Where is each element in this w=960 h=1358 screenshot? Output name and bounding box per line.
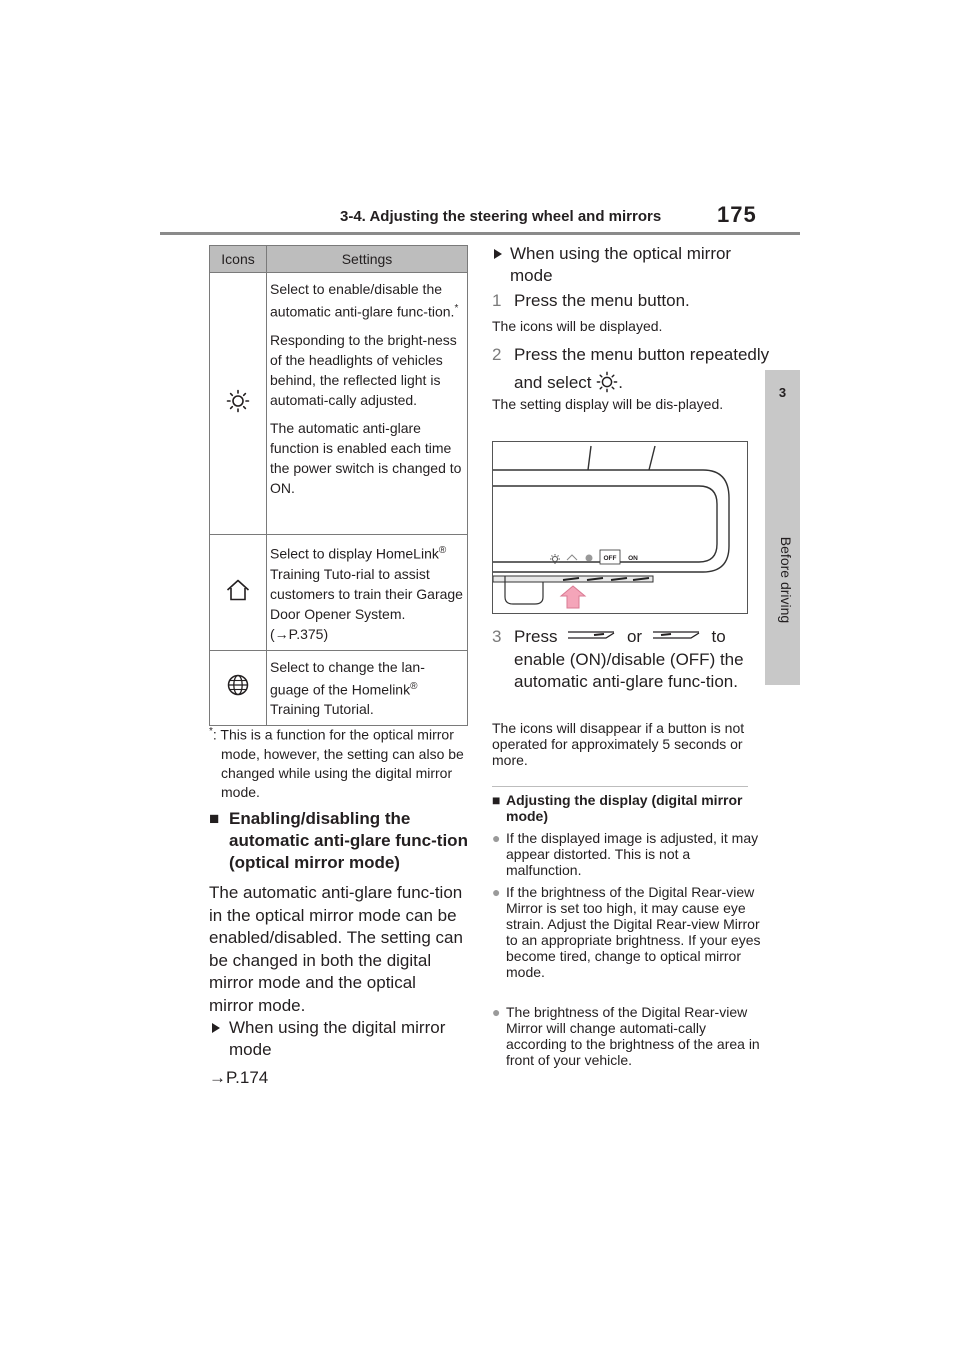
circle-bullet-icon: ● [492,1004,501,1020]
page-ref-link[interactable]: P.375 [288,625,324,642]
page-ref-arrow-icon: → [209,1068,226,1087]
illus-on-label: ON [628,555,638,562]
step-3-note: The icons will disappear if a button is not operated for approximately 5 seconds or more. [492,720,745,768]
icon-cell [210,273,267,535]
notes-divider [492,786,748,787]
mirror-illustration [492,441,748,614]
section-title: 3-4. Adjusting the steering wheel and mirrors [340,208,662,225]
step-3: 3 Press or to enable (ON)/disable (OFF) the automatic anti-glare func-tion. [492,627,744,691]
icons-settings-table [209,245,468,726]
globe-icon [227,674,249,696]
table-header-row [210,246,468,273]
page-ref-arrow-icon: → [274,625,289,642]
settings-cell [267,650,468,726]
step-1-note: The icons will be displayed. [492,318,663,334]
circle-bullet-icon: ● [492,884,501,900]
note-item: ● If the displayed image is adjusted, it may appear distorted. This is not a malfunction. [492,830,759,878]
setting-text: Responding to the bright-ness of the headlights of vehicles behind, the reflected light is automati-cally adjusted. [270,331,457,408]
left-button-icon [566,629,618,641]
step-2-note: The setting display will be dis-played. [492,396,724,412]
settings-cell [267,535,468,651]
page-ref-link[interactable]: P.174 [226,1068,269,1087]
digital-mode-item: When using the digital mirror mode [209,1017,491,1061]
chapter-number: 3 [778,385,787,400]
digital-mode-ref [209,1067,268,1089]
icon-cell [210,535,267,651]
section-body: The automatic anti-glare func-tion in the optical mirror mode can be enabled/disabled. The setting can be changed in both the digital mirror mode and the optical mirror mode. [209,883,463,1015]
step-2: 2 Press the menu button repeatedly and select . [492,341,776,397]
table-row [210,273,468,535]
brightness-icon [596,371,618,393]
setting-text: Select to change the lan-guage of the Homelink® Training Tutorial. [270,658,425,718]
brightness-icon [226,389,250,413]
circle-bullet-icon: ● [492,830,501,846]
step-1: 1 Press the menu button. [492,291,690,310]
table-row [210,650,468,726]
right-button-icon [651,629,703,641]
note-item: ● If the brightness of the Digital Rear-view Mirror is set too high, it may cause eye strain. Adjust the Digital Rear-view Mirror to an appropriate brightness. If your eyes become tired, change to optical mirror mode. [492,884,761,980]
step-number: 3 [492,627,502,646]
section-heading: ■ Enabling/disabling the automatic anti-glare func-tion (optical mirror mode) [209,809,468,872]
setting-text: The automatic anti-glare function is enabled each time the power switch is changed to ON. [270,419,462,496]
notes-heading: ■ Adjusting the display (digital mirror mode) [492,792,743,824]
footnote: *: This is a function for the optical mirror mode, however, the setting can also be changed while using the digital mirror mode. [209,726,464,800]
chapter-title-text: Before driving [778,536,794,624]
triangle-bullet-icon [494,249,502,259]
chapter-title [766,536,806,624]
square-bullet-icon: ■ [492,792,501,808]
step-number: 2 [492,345,502,364]
table-row [210,535,468,651]
settings-cell [267,273,468,535]
note-item: ● The brightness of the Digital Rear-view Mirror will change automati-cally according to the brightness of the area in front of your vehicle. [492,1004,760,1068]
step-number: 1 [492,291,502,310]
illus-off-label: OFF [603,555,617,562]
icon-cell [210,650,267,726]
triangle-bullet-icon [212,1023,220,1033]
page-number: 175 [717,202,757,227]
setting-text: Select to display HomeLink® Training Tuto-rial to assist customers to train their Garage Door Opener System. (→P.375) [270,545,463,642]
column-header-settings: Settings [267,246,468,273]
optical-mode-item: When using the optical mirror mode [492,243,772,287]
square-bullet-icon: ■ [209,809,220,828]
header-rule [160,232,800,235]
mirror-drawing [493,442,747,613]
home-icon [226,579,250,601]
pointer-arrow-icon [561,586,585,608]
column-header-icons: Icons [210,246,267,273]
setting-text: Select to enable/disable the automatic anti-glare func-tion.* [270,281,459,320]
